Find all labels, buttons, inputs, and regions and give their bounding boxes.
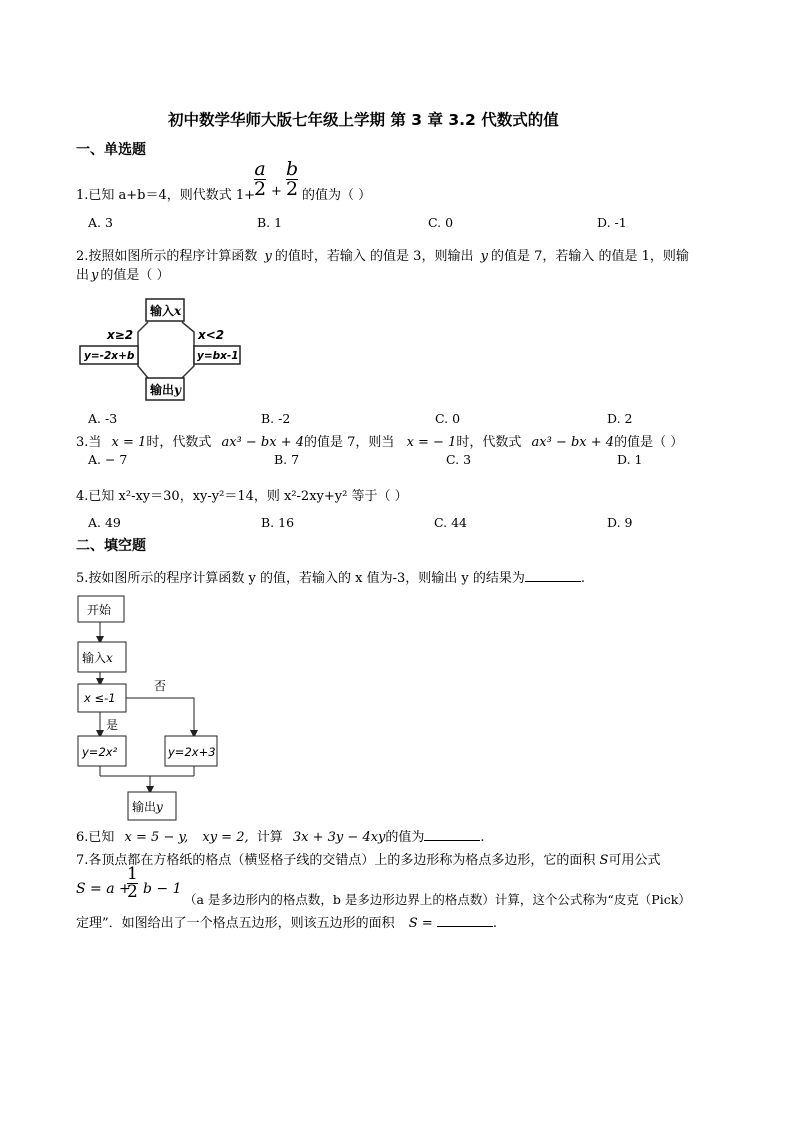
q2-text-c: 的值是 7，若输入 的值是 1，则输 bbox=[490, 249, 689, 264]
q4-option-b[interactable]: B. 16 bbox=[261, 515, 295, 530]
q5-no-label: 否 bbox=[154, 679, 167, 693]
q5-yes-label: 是 bbox=[106, 718, 119, 732]
section-heading-2: 二、填空题 bbox=[76, 538, 146, 554]
q5-right-formula: y=2x+3 bbox=[168, 745, 216, 759]
q5-end: . bbox=[580, 571, 586, 586]
q3-option-a[interactable]: A. − 7 bbox=[88, 452, 128, 467]
q1-fraction-a bbox=[254, 160, 266, 199]
q2-option-b[interactable]: B. -2 bbox=[261, 411, 291, 426]
q2-text-e: 的值是（ ） bbox=[100, 268, 170, 283]
q2-option-a[interactable]: A. -3 bbox=[88, 411, 118, 426]
section-heading-1: 一、单选题 bbox=[76, 142, 146, 158]
q7-formula-part-a: S = a + bbox=[76, 881, 131, 897]
q3-cond-1: x = 1 bbox=[111, 435, 147, 450]
q5-output-label: 输出y bbox=[132, 800, 163, 814]
q7-text-3: 定理”．如图给出了一个格点五边形，则该五边形的面积 bbox=[76, 916, 395, 931]
q4-option-c[interactable]: C. 44 bbox=[434, 515, 467, 530]
answer-blank[interactable] bbox=[437, 926, 493, 927]
q2-text-d: 出 bbox=[76, 268, 90, 283]
q1-option-d[interactable]: D. -1 bbox=[597, 215, 627, 230]
frac-numerator: 1 bbox=[127, 864, 138, 884]
frac-denominator: 2 bbox=[127, 882, 138, 902]
q3-text-c: 的值是 7，则当 bbox=[304, 435, 395, 450]
q2-var-y: y bbox=[264, 249, 272, 264]
q7-formula-part-b: b − 1 bbox=[143, 881, 182, 897]
q1-option-c[interactable]: C. 0 bbox=[428, 215, 454, 230]
frac-numerator: a bbox=[254, 158, 266, 180]
q1-fraction-b bbox=[286, 160, 298, 199]
question-3 bbox=[76, 431, 683, 450]
q6-text-a: 6.已知 bbox=[76, 830, 115, 845]
q3-option-b[interactable]: B. 7 bbox=[274, 452, 300, 467]
q4-option-a[interactable]: A. 49 bbox=[88, 515, 121, 530]
question-2-line-2 bbox=[76, 264, 170, 283]
q1-text-a: 1.已知 a+b＝4，则代数式 1+ bbox=[76, 188, 256, 203]
q2-right-formula: y=bx-1 bbox=[197, 350, 239, 362]
q2-var-y: y bbox=[480, 249, 488, 264]
q1-plus: + bbox=[271, 184, 282, 199]
q3-expression-1: ax³ − bx + 4 bbox=[221, 435, 305, 450]
q3-text-a: 3.当 bbox=[76, 435, 102, 450]
q3-expression-2: ax³ − bx + 4 bbox=[531, 435, 615, 450]
q7-text-2: （a 是多边形内的格点数，b 是多边形边界上的格点数）计算，这个公式称为“皮克（Pick） bbox=[184, 892, 691, 907]
q2-option-d[interactable]: D. 2 bbox=[607, 411, 633, 426]
q3-cond-2: x = − 1 bbox=[406, 435, 457, 450]
q2-program-diagram bbox=[76, 294, 246, 406]
q5-input-label: 输入x bbox=[82, 651, 113, 665]
q5-no-arrow bbox=[126, 698, 194, 734]
q2-text-a: 2.按照如图所示的程序计算函数 bbox=[76, 249, 258, 264]
question-2-line-1 bbox=[76, 245, 689, 264]
page-title: 初中数学华师大版七年级上学期 第 3 章 3.2 代数式的值 bbox=[168, 111, 559, 129]
q2-option-c[interactable]: C. 0 bbox=[435, 411, 461, 426]
q4-option-d[interactable]: D. 9 bbox=[607, 515, 633, 530]
q6-text-c: 的值为 bbox=[385, 830, 425, 845]
frac-denominator: 2 bbox=[254, 178, 267, 200]
frac-numerator: b bbox=[286, 158, 299, 180]
q2-var-y: y bbox=[91, 268, 99, 283]
question-7-formula-line bbox=[76, 866, 736, 908]
q1-option-b[interactable]: B. 1 bbox=[257, 215, 283, 230]
question-4: 4.已知 x²-xy＝30，xy-y²＝14，则 x²-2xy+y² 等于（ ） bbox=[76, 489, 408, 504]
q5-condition-label: x ≤-1 bbox=[84, 691, 116, 705]
q7-fraction bbox=[127, 866, 138, 901]
answer-blank[interactable] bbox=[424, 840, 480, 841]
q7-text-1-end: 可用公式 bbox=[608, 853, 661, 868]
q6-equation-2: xy = 2, bbox=[202, 830, 249, 845]
answer-blank[interactable] bbox=[525, 581, 581, 582]
q6-end: . bbox=[480, 830, 485, 845]
q7-text-1: 7.各顶点都在方格纸的格点（横竖格子线的交错点）上的多边形称为格点多边形，它的面积 bbox=[76, 853, 596, 868]
q3-text-e: 的值是（ ） bbox=[614, 435, 684, 450]
q6-text-b: 计算 bbox=[256, 830, 283, 845]
q2-left-formula: y=-2x+b bbox=[84, 350, 135, 362]
q2-output-label: 输出y bbox=[150, 383, 181, 397]
q5-start-label: 开始 bbox=[87, 603, 112, 617]
question-1 bbox=[76, 158, 372, 206]
q3-text-d: 时，代数式 bbox=[456, 435, 522, 450]
question-5 bbox=[76, 567, 585, 586]
q6-expression: 3x + 3y − 4xy bbox=[292, 830, 386, 845]
q3-option-d[interactable]: D. 1 bbox=[617, 452, 643, 467]
q2-cond-right: x<2 bbox=[198, 328, 225, 342]
q5-text: 5.按如图所示的程序计算函数 y 的值，若输入的 x 值为-3，则输出 y 的结果为 bbox=[76, 571, 525, 586]
q2-text-b: 的值时，若输入 的值是 3，则输出 bbox=[274, 249, 474, 264]
q2-cond-left: x≥2 bbox=[107, 328, 134, 342]
question-6 bbox=[76, 826, 485, 845]
q1-text-b: 的值为（ ） bbox=[302, 188, 372, 203]
question-7-line-3 bbox=[76, 912, 497, 931]
q7-var-s: S bbox=[599, 853, 609, 868]
q1-option-a[interactable]: A. 3 bbox=[88, 215, 113, 230]
frac-denominator: 2 bbox=[286, 178, 299, 200]
q3-text-b: 时，代数式 bbox=[146, 435, 212, 450]
q6-equation-1: x = 5 − y, bbox=[124, 830, 189, 845]
q5-flowchart bbox=[76, 594, 226, 824]
q5-left-formula: y=2x² bbox=[82, 745, 118, 759]
q7-area-s: S = bbox=[408, 916, 433, 931]
q7-end: . bbox=[492, 916, 498, 931]
q2-input-label: 输入x bbox=[150, 304, 182, 318]
q3-option-c[interactable]: C. 3 bbox=[446, 452, 472, 467]
